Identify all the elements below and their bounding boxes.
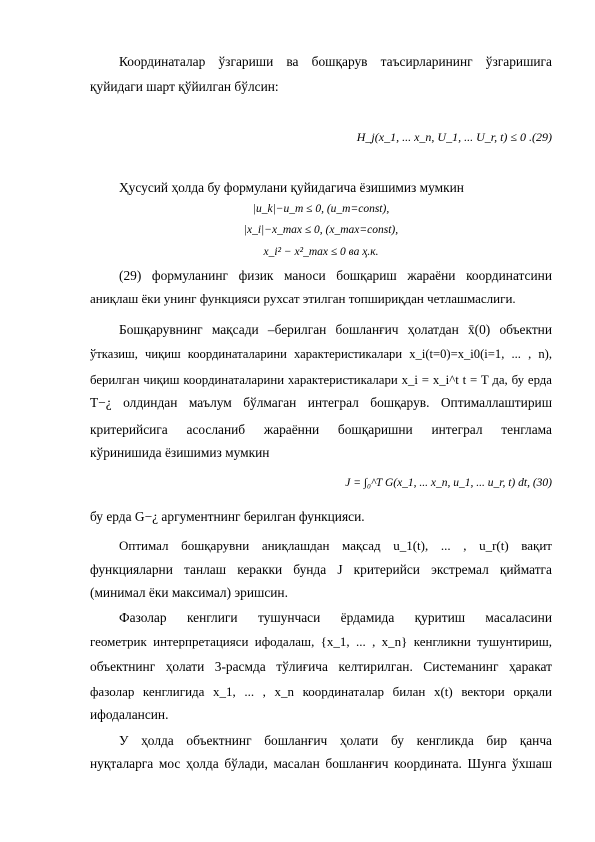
text-line: ўтказиш, чиқиш координаталарини характеристикалари x_i(t=0)=x_i0(i=1, ... , n), xyxy=(90,347,552,361)
text-line: аниқлаш ёки унинг функцияси рухсат этилган топшириқдан четлашмаслиги. xyxy=(90,291,516,306)
text-line: Фазолар кенглиги тушунчаси ёрдамида қуритиш масаласини xyxy=(119,610,552,625)
text-line: берилган чиқиш координаталарини характеристикалари x_i = x_i^t t = T да, бу ерда xyxy=(90,373,552,387)
formula-29: H_j(x_1, ... x_n, U_1, ... U_r, t) ≤ 0 .(29) xyxy=(356,130,552,144)
text-line: (минимал ёки максимал) эришсин. xyxy=(90,585,288,600)
text-line: бу ерда G−¿ аргументнинг берилган функцияси. xyxy=(90,509,365,524)
text-line: нуқталарга мос ҳолда бўлади, масалан бошланғич координата. Шунга ўхшаш xyxy=(90,756,552,771)
text-line: функцияларни танлаш керакки бунда J критерийси экстремал қийматга xyxy=(90,562,552,577)
text-line: Оптимал бошқарувни аниқлашдан мақсад u_1(t), ... , u_r(t) вақит xyxy=(119,538,552,553)
text-line: У ҳолда объектнинг бошланғич ҳолати бу кенгликда бир қанча xyxy=(119,733,552,748)
text-line: Бошқарувнинг мақсади –берилган бошланғич ҳолатдан x̄(0) объектни xyxy=(119,322,552,337)
text-line: ифодалансин. xyxy=(90,707,169,722)
text-line: (29) формуланинг физик маноси бошқариш жараёни координатсини xyxy=(119,268,552,283)
text-line: қуйидаги шарт қўйилган бўлсин: xyxy=(90,79,279,94)
formula-x-squared: x_i² − x²_max ≤ 0 ва ҳ.к. xyxy=(263,246,379,258)
formula-x-constraint: |x_i|−x_max ≤ 0, (x_max=const), xyxy=(243,224,399,236)
text-line: Координаталар ўзгариши ва бошқарув таъсирларининг ўзгаришига xyxy=(119,54,552,69)
text-line: T−¿ олдиндан маълум бўлмаган интеграл бошқарув. Оптималлаштириш xyxy=(90,395,552,410)
text-line: критерийсига асосланиб жараённи бошқаришни интеграл тенглама xyxy=(90,422,552,437)
formula-30: J = ∫₀^T G(x_1, ... x_n, u_1, ... u_r, t) dt, (30) xyxy=(345,477,552,489)
text-line: кўринишида ёзишимиз мумкин xyxy=(90,445,270,460)
text-line: фазолар кенглигида x_1, ... , x_n координаталар билан x(t) вектори орқали xyxy=(90,684,552,699)
formula-u-constraint: |u_k|−u_m ≤ 0, (u_m=const), xyxy=(252,203,390,215)
text-line: объектнинг ҳолати 3-расмда тўлиғича келтирилган. Системанинг ҳаракат xyxy=(90,659,552,674)
text-line: геометрик интерпретацияси ифодалаш, {x_1, ... , x_n} кенгликни тушунтириш, xyxy=(90,634,552,649)
text-line: Ҳусусий ҳолда бу формулани қуйидагича ёзишимиз мумкин xyxy=(119,180,464,195)
